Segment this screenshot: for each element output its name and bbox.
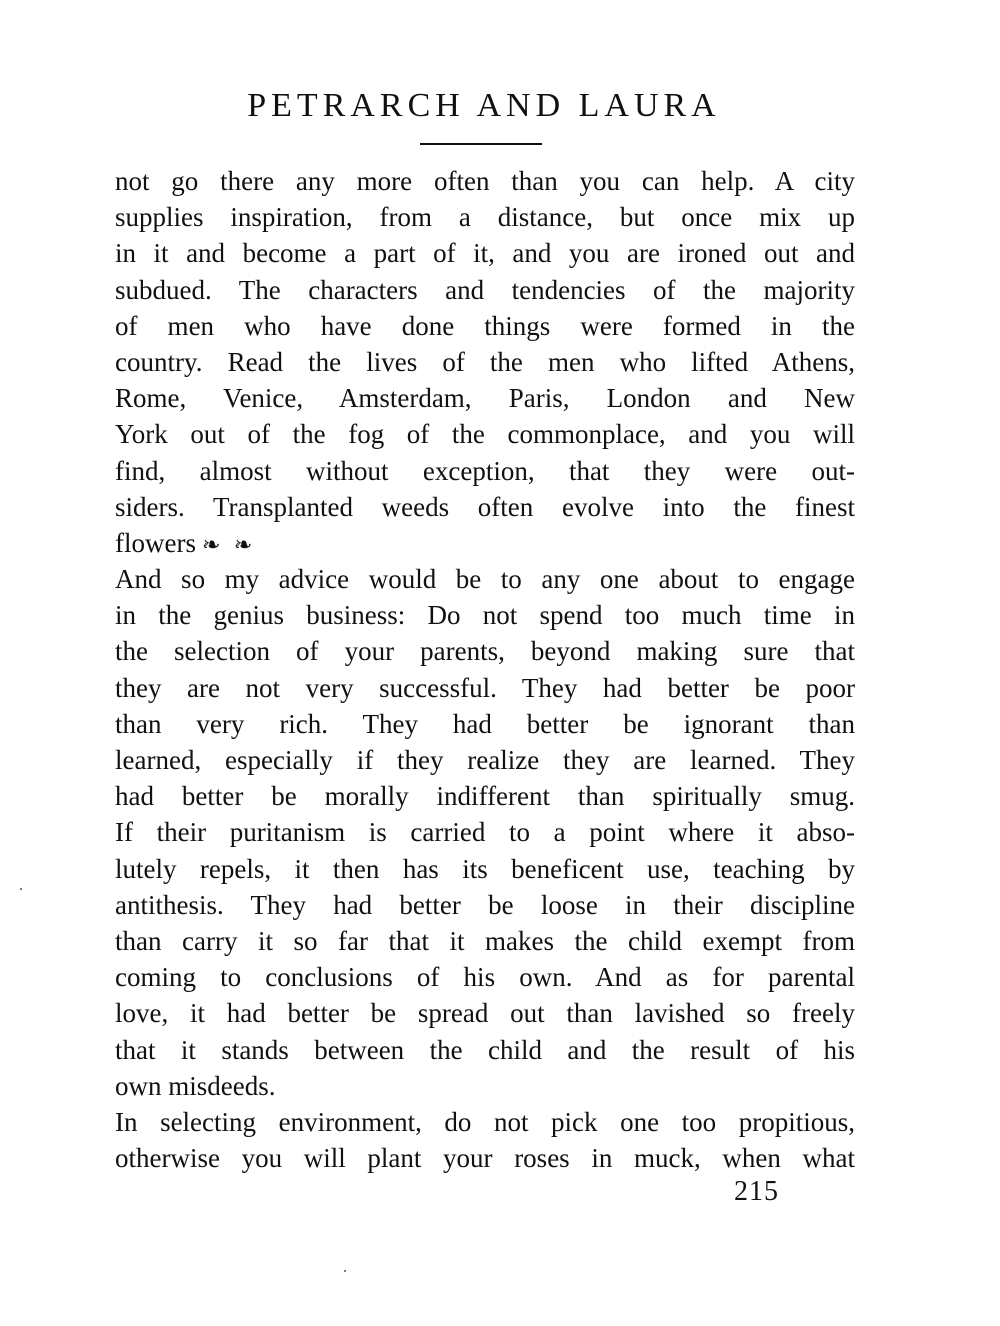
scan-speck: [344, 1270, 346, 1272]
text-line: If their puritanism is carried to a point where it abso-: [115, 817, 855, 848]
text-line: find, almost without exception, that they were out-: [115, 455, 855, 486]
header-rule: [420, 143, 542, 145]
text-line: siders. Transplanted weeds often evolve into the finest: [115, 491, 855, 522]
running-head-title: PETRARCH AND LAURA: [247, 87, 721, 124]
text-line-with-ornament: [115, 525, 855, 561]
text-line: country. Read the lives of the men who lifted Athens,: [115, 346, 855, 377]
text-line: otherwise you will plant your roses in muck, when what: [115, 1143, 855, 1174]
text-line: love, it had better be spread out than lavished so freely: [115, 998, 855, 1029]
text-line: subdued. The characters and tendencies of the majority: [115, 274, 855, 305]
text-line: than carry it so far that it makes the child exempt from: [115, 925, 855, 956]
text-line: coming to conclusions of his own. And as for parental: [115, 962, 855, 993]
text-line: of men who have done things were formed in the: [115, 310, 855, 341]
scan-speck: [20, 888, 22, 890]
body-text: [115, 163, 855, 1176]
text-line: not go there any more often than you can help. A city: [115, 166, 855, 196]
text-line: that it stands between the child and the result of his: [115, 1034, 855, 1065]
text-line: they are not very successful. They had better be poor: [115, 672, 855, 703]
text-line: And so my advice would be to any one about to engage: [115, 564, 855, 595]
fleuron-ornament-icon: ❧ ❧: [201, 531, 257, 557]
text-line: York out of the fog of the commonplace, and you will: [115, 419, 855, 450]
text-line: than very rich. They had better be ignorant than: [115, 708, 855, 739]
text-line: antithesis. They had better be loose in their discipline: [115, 889, 855, 920]
text-line: learned, especially if they realize they are learned. They: [115, 745, 855, 775]
text-line: in the genius business: Do not spend too much time in: [115, 600, 855, 631]
text-line: Rome, Venice, Amsterdam, Paris, London and New: [115, 383, 855, 414]
text-line: had better be morally indifferent than spiritually smug.: [115, 781, 855, 812]
text-line: the selection of your parents, beyond making sure that: [115, 636, 855, 667]
text-line: in it and become a part of it, and you are ironed out and: [115, 238, 855, 269]
text-line-text: flowers: [115, 527, 196, 558]
text-line: supplies inspiration, from a distance, but once mix up: [115, 202, 855, 233]
text-line: own misdeeds.: [115, 1070, 276, 1101]
text-line: lutely repels, it then has its beneficent use, teaching by: [115, 853, 855, 884]
page-number: 215: [734, 1176, 779, 1207]
text-line: In selecting environment, do not pick one too propitious,: [115, 1106, 855, 1137]
